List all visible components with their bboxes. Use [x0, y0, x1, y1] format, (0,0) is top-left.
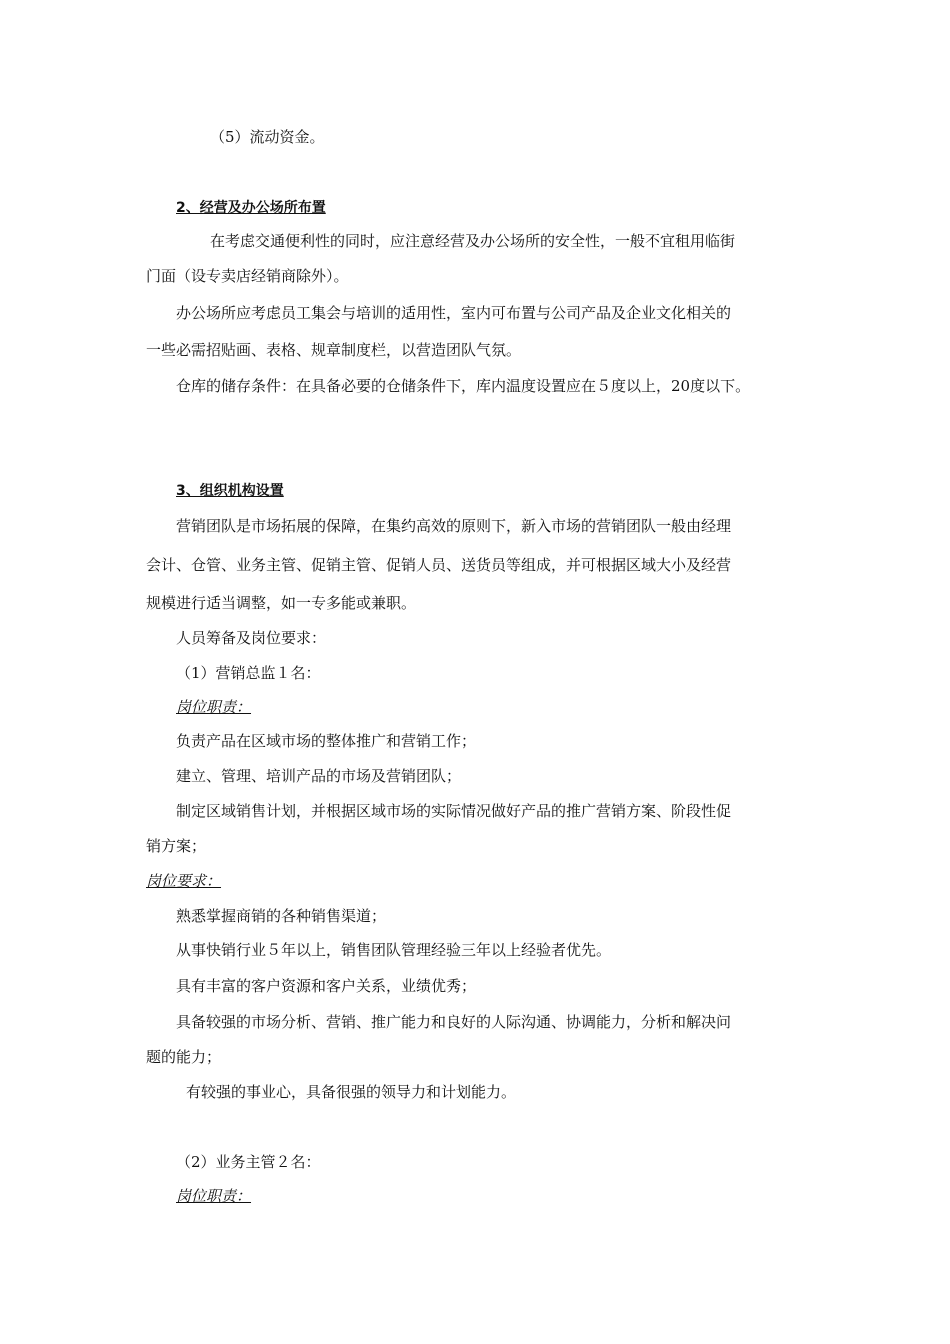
list-item: 从事快销行业５年以上，销售团队管理经验三年以上经验者优先。 [176, 941, 612, 959]
section-3-heading: 3、组织机构设置 [176, 483, 284, 499]
paragraph-line: 在考虑交通便利性的同时，应注意经营及办公场所的安全性，一般不宜租用临街 [210, 232, 736, 250]
list-item: 负责产品在区域市场的整体推广和营销工作； [176, 732, 477, 750]
paragraph-line: 仓库的储存条件：在具备必要的仓储条件下，库内温度设置应在５度以上，20度以下。 [176, 377, 751, 395]
paragraph-line: 人员筹备及岗位要求： [176, 629, 327, 647]
role-1-title: （1）营销总监１名： [176, 664, 321, 682]
role-2-title: （2）业务主管２名： [176, 1153, 321, 1171]
role-1-requirements-label: 岗位要求： [146, 872, 222, 890]
paragraph-line: 门面（设专卖店经销商除外）。 [146, 267, 349, 285]
list-item-5: （5）流动资金。 [210, 128, 325, 146]
list-item: 销方案； [146, 837, 207, 855]
list-item: 具有丰富的客户资源和客户关系，业绩优秀； [176, 977, 477, 995]
paragraph-line: 办公场所应考虑员工集会与培训的适用性，室内可布置与公司产品及企业文化相关的 [176, 304, 732, 322]
section-2-heading: 2、经营及办公场所布置 [176, 200, 326, 216]
list-item: 有较强的事业心，具备很强的领导力和计划能力。 [186, 1083, 517, 1101]
role-1-duties-label: 岗位职责： [176, 698, 252, 716]
list-item: 建立、管理、培训产品的市场及营销团队； [176, 767, 462, 785]
list-item: 熟悉掌握商销的各种销售渠道； [176, 907, 387, 925]
paragraph-line: 营销团队是市场拓展的保障，在集约高效的原则下，新入市场的营销团队一般由经理 [176, 517, 732, 535]
paragraph-line: 一些必需招贴画、表格、规章制度栏，以营造团队气氛。 [146, 341, 522, 359]
list-item: 制定区域销售计划，并根据区域市场的实际情况做好产品的推广营销方案、阶段性促 [176, 802, 732, 820]
list-item: 题的能力； [146, 1048, 222, 1066]
role-2-duties-label: 岗位职责： [176, 1187, 252, 1205]
list-item: 具备较强的市场分析、营销、推广能力和良好的人际沟通、协调能力，分析和解决问 [176, 1013, 732, 1031]
paragraph-line: 规模进行适当调整，如一专多能或兼职。 [146, 594, 417, 612]
paragraph-line: 会计、仓管、业务主管、促销主管、促销人员、送货员等组成，并可根据区域大小及经营 [146, 556, 732, 574]
